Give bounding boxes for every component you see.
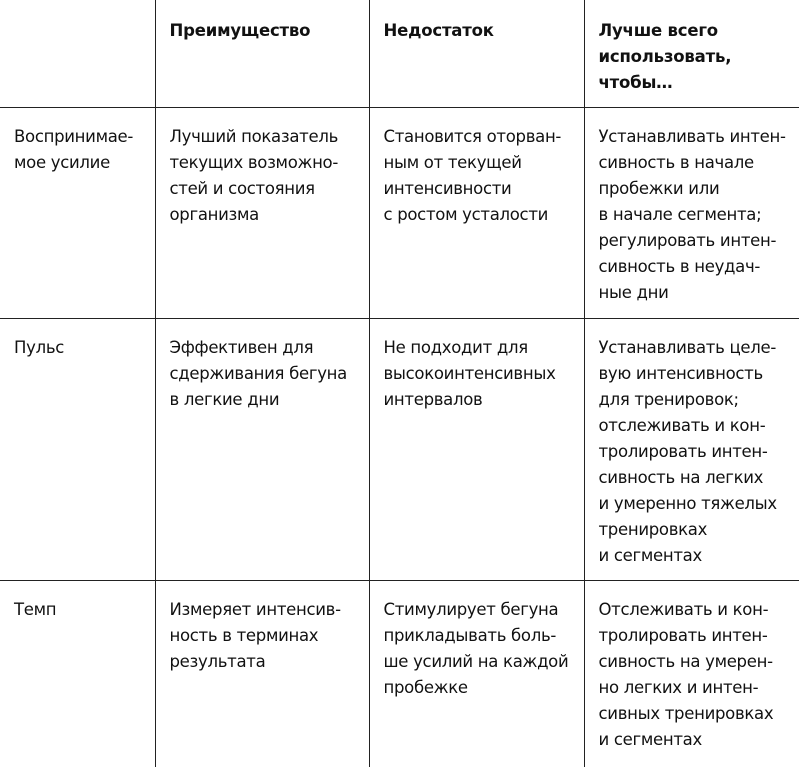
row-advantage-cell: Измеряет интенсив- ность в терминах результата	[155, 580, 369, 767]
header-best-use: Лучше всего использовать, чтобы…	[584, 0, 799, 107]
row-advantage-cell: Эффективен для сдерживания бегуна в легкие дни	[155, 318, 369, 580]
row-best-use-cell: Отслеживать и кон- тролировать интен- сивность на умерен- но легких и интен- сивных тренировках и сегментах	[584, 580, 799, 767]
header-disadvantage: Недостаток	[369, 0, 584, 107]
row-disadvantage-cell: Не подходит для высокоинтенсивных интервалов	[369, 318, 584, 580]
row-disadvantage-cell: Стимулирует бегуна прикладывать боль- ше усилий на каждой пробежке	[369, 580, 584, 767]
row-best-use-cell: Устанавливать интен- сивность в начале пробежки или в начале сегмента; регулировать интен- сивность в неудач- ные дни	[584, 107, 799, 318]
table-row	[0, 318, 799, 580]
row-best-use-cell: Устанавливать целе- вую интенсивность для тренировок; отслеживать и кон- тролировать интен- сивность на легких и умеренно тяжелых тренировках и сегментах	[584, 318, 799, 580]
row-metric-cell: Воспринимае- мое усилие	[0, 107, 155, 318]
row-disadvantage-cell: Становится оторван- ным от текущей интенсивности с ростом усталости	[369, 107, 584, 318]
row-advantage-cell: Лучший показатель текущих возможно- стей и состояния организма	[155, 107, 369, 318]
table-row	[0, 107, 799, 318]
table-row	[0, 580, 799, 767]
row-metric-cell: Пульс	[0, 318, 155, 580]
row-metric-cell: Темп	[0, 580, 155, 767]
table-header-row	[0, 0, 799, 107]
header-advantage: Преимущество	[155, 0, 369, 107]
header-empty-cell	[0, 0, 155, 107]
